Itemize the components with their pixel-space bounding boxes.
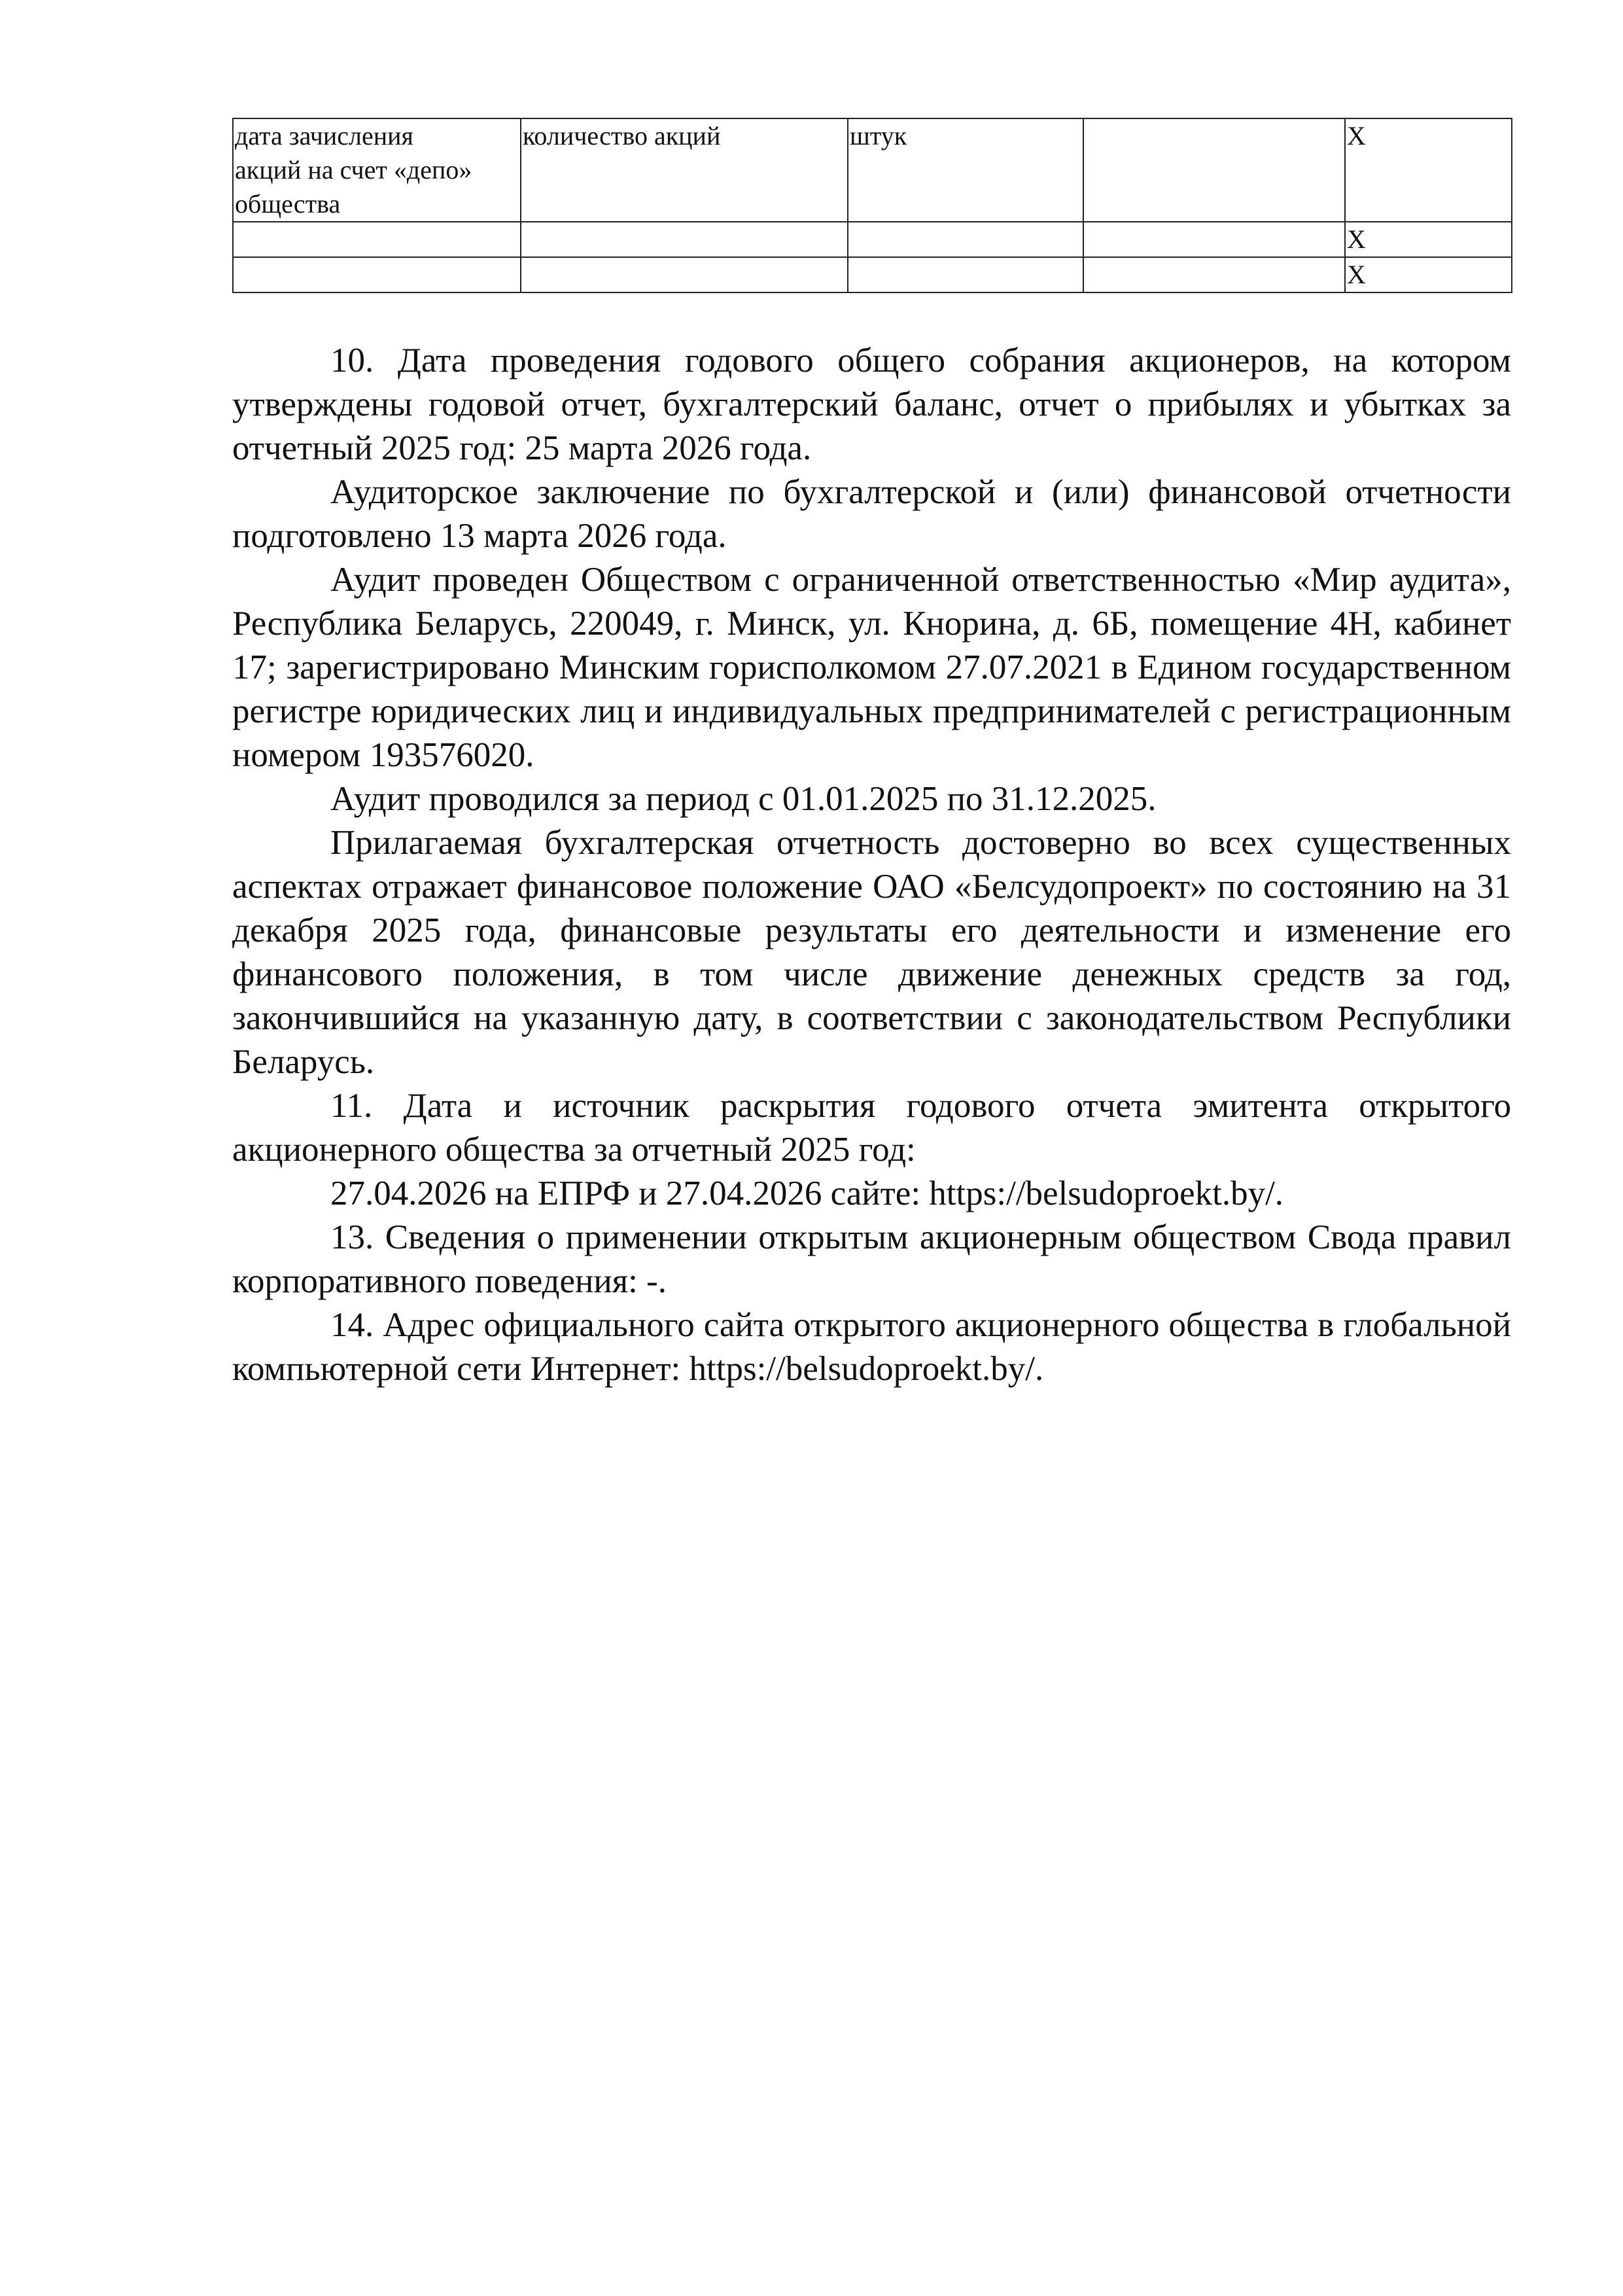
table-cell: X — [1345, 222, 1512, 257]
table-cell — [521, 222, 848, 257]
table-cell — [1083, 257, 1345, 292]
table-cell — [1083, 222, 1345, 257]
audit-period: Аудит проводился за период с 01.01.2025 по 31.12.2025. — [330, 780, 1157, 818]
table-cell — [848, 222, 1083, 257]
section-13-corporate-governance: 13. Сведения о применении открытым акционерным обществом Свода правил корпоративного поведения: -. — [232, 1218, 1511, 1300]
share-table — [232, 118, 1512, 293]
table-cell — [233, 222, 521, 257]
table-row — [233, 257, 1512, 292]
table-row — [233, 222, 1512, 257]
table-cell: штук — [848, 118, 1083, 222]
table-cell — [233, 257, 521, 292]
table-cell: количество акций — [521, 118, 848, 222]
section-11-disclosure: 11. Дата и источник раскрытия годового отчета эмитента открытого акционерного общества за отчетный 2025 год: — [232, 1087, 1511, 1169]
audit-opinion: Прилагаемая бухгалтерская отчетность достоверно во всех существенных аспектах отражает финансовое положение ОАО «Белсудопроект» по состоянию на 31 декабря 2025 года, финансовые результаты его деятельности и изменение его финансового положения, в том числе движение денежных средств за год, закончившийся на указанную дату, в соответствии с законодательством Республики Беларусь. — [232, 824, 1511, 1081]
table-cell — [521, 257, 848, 292]
table-row — [233, 118, 1512, 222]
section-11-disclosure-detail: 27.04.2026 на ЕПРФ и 27.04.2026 сайте: https://belsudoproekt.by/. — [330, 1174, 1284, 1212]
table-cell — [848, 257, 1083, 292]
table-cell: X — [1345, 118, 1512, 222]
audit-report-date: Аудиторское заключение по бухгалтерской и (или) финансовой отчетности подготовлено 13 марта 2026 года. — [232, 473, 1511, 555]
section-10-agm-date: 10. Дата проведения годового общего собрания акционеров, на котором утверждены годовой отчет, бухгалтерский баланс, отчет о прибылях и убытках за отчетный 2025 год: 25 марта 2026 года. — [232, 342, 1511, 467]
table-cell: X — [1345, 257, 1512, 292]
auditor-details: Аудит проведен Обществом с ограниченной ответственностью «Мир аудита», Республика Беларусь, 220049, г. Минск, ул. Кнорина, д. 6Б, помещение 4Н, кабинет 17; зарегистрировано Минским горисполкомом 27.07.2021 в Едином государственном регистре юридических лиц и индивидуальных предпринимателей с регистрационным номером 193576020. — [232, 561, 1511, 774]
section-14-website: 14. Адрес официального сайта открытого акционерного общества в глобальной компьютерной сети Интернет: https://belsudoproekt.by/. — [232, 1306, 1511, 1388]
report-sections — [232, 339, 1511, 1391]
table-cell — [1083, 118, 1345, 222]
document-page — [232, 118, 1511, 1391]
table-cell: дата зачисления акций на счет «депо» общества — [233, 118, 521, 222]
